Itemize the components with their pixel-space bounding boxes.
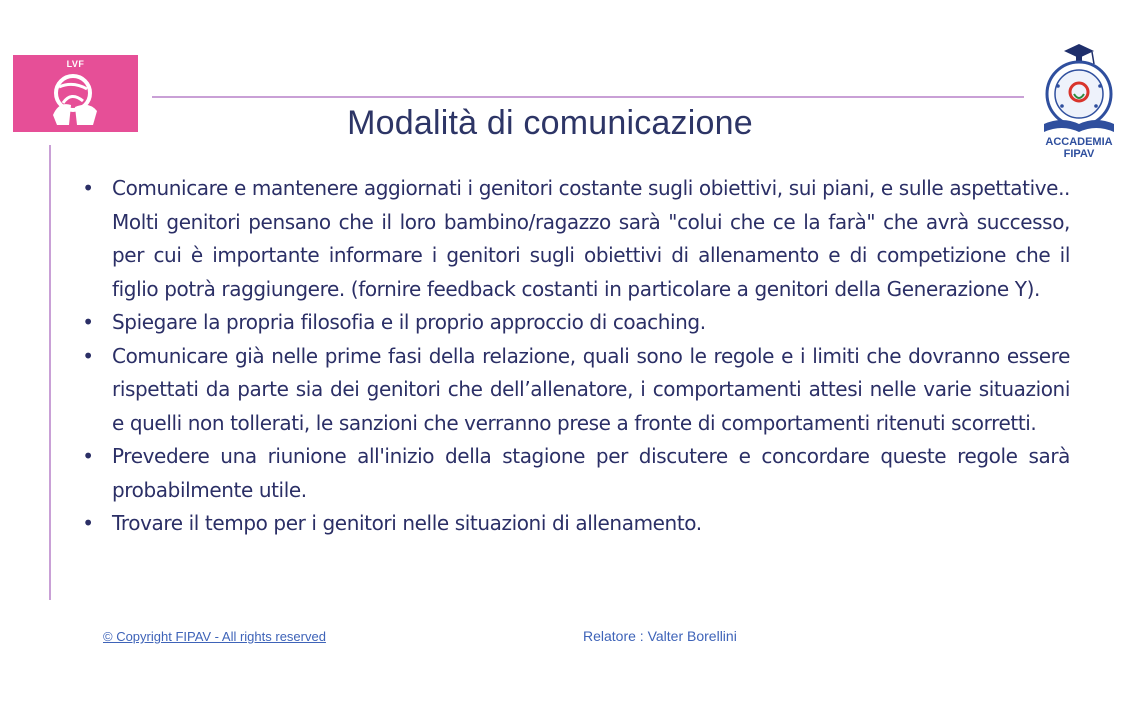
bullet-dot: • — [82, 343, 94, 368]
accademia-fipav-logo — [1036, 44, 1122, 160]
bullet-item — [78, 507, 1070, 541]
bullet-item — [78, 172, 1070, 306]
bullet-text: Comunicare già nelle prime fasi della relazione, quali sono le regole e i limiti che dovranno essere rispettati da parte sia dei genitori che dell’allenatore, i comportamenti attesi nelle varie situazioni e quelli non tollerati, le sanzioni che verranno prese a fronte di comportamenti ritenuti scorretti. — [112, 343, 1070, 435]
volleyball-hands-icon — [49, 71, 103, 127]
bullet-text: Prevedere una riunione all'inizio della stagione per discutere e concordare queste regole sarà probabilmente utile. — [112, 444, 1070, 502]
copyright-link[interactable]: © Copyright FIPAV - All rights reserved — [103, 629, 326, 644]
side-divider — [49, 145, 51, 600]
lvf-logo-text: LVF — [66, 59, 85, 69]
bullet-text: Comunicare e mantenere aggiornati i genitori costante sugli obiettivi, sui piani, e sulle aspettative.. Molti genitori pensano che il loro bambino/ragazzo sarà "colui che ce la farà" che avrà successo, per cui è importante informare i genitori sugli obiettivi di allenamento e di competizione che il figlio potrà raggiungere. (fornire feedback costanti in particolare a genitori della Generazione Y). — [112, 176, 1070, 301]
bullet-text: Spiegare la propria filosofia e il proprio approccio di coaching. — [112, 310, 706, 334]
bullet-dot: • — [82, 310, 94, 334]
bullet-text: Trovare il tempo per i genitori nelle situazioni di allenamento. — [112, 511, 702, 535]
bullet-list — [78, 172, 1070, 541]
bullet-dot: • — [82, 444, 94, 468]
bullet-item — [78, 340, 1070, 441]
title-divider — [152, 96, 1024, 98]
bullet-dot: • — [82, 511, 94, 535]
speaker-credit: Relatore : Valter Borellini — [583, 628, 737, 644]
bullet-dot: • — [82, 176, 94, 200]
fipav-label: FIPAV — [1063, 148, 1095, 160]
bullet-item — [78, 440, 1070, 507]
accademia-label: ACCADEMIA — [1045, 136, 1113, 148]
bullet-item — [78, 306, 1070, 340]
page-title: Modalità di comunicazione — [347, 104, 753, 142]
lvf-logo — [13, 55, 138, 132]
academy-crest-icon — [1036, 44, 1122, 136]
